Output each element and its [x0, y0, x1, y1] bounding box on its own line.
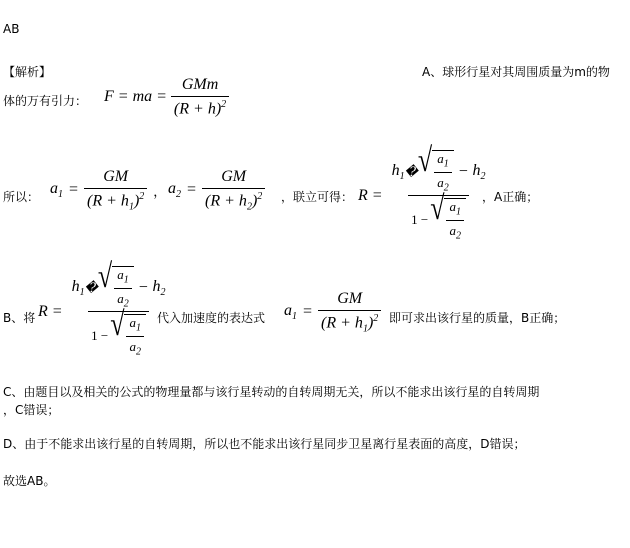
para-a-right-text: A、球形行星对其周围质量为m的物 [422, 65, 610, 79]
formula-a1-denominator: $(R + h_1)^2$ [84, 188, 147, 213]
formula-a2-symbol: $a_2$ [168, 180, 181, 201]
para-c-line2: ，C错误； [3, 403, 60, 417]
formula-R-2-numerator: $h_1$ � √ $\frac{a_1}{a_2}$ − $h_2$ [71, 256, 166, 310]
formula-a2 [168, 168, 265, 213]
formula-gravity [104, 76, 229, 118]
conclusion-text: 故选AB。 [3, 474, 56, 488]
formula-R-1-denominator: 1 − √ $\frac{a_1}{a_2}$ [408, 195, 469, 241]
formula-R-1-unknown-glyph: � [404, 163, 418, 179]
para-d-line1: D、由于不能求出该行星的自转周期，所以也不能求出该行星同步卫星离行星表面的高度，D错误； [3, 437, 526, 451]
formula-R-2 [38, 256, 169, 358]
a-correct-text: ，A正确； [482, 190, 539, 204]
formula-R-2-denominator: 1 − √ $\frac{a_1}{a_2}$ [88, 311, 149, 357]
formula-gravity-exponent: 2 [221, 99, 227, 110]
formula-R-2-fraction [69, 256, 169, 358]
formula-R-1-fraction [389, 140, 489, 242]
formula-a2-numerator: GM [221, 168, 247, 185]
formula-a1 [50, 168, 166, 213]
formula-a1-b: $a_1$ = $\frac{GM}{(R + h_1)^2}$ [284, 290, 381, 335]
formula-gravity-den-base: (R + h) [173, 100, 222, 118]
formula-R-1-h2: $h_2$ [472, 161, 486, 182]
para-b-subst-text: 代入加速度的表达式 [157, 311, 266, 325]
formula-R-1-minus: − [457, 162, 469, 180]
formula-a1-comma: ， [153, 183, 167, 199]
formula-a1-eq: = [69, 181, 79, 199]
formula-a1-numerator: GM [103, 168, 129, 185]
formula-R-1-h1: $h_1$ [391, 161, 405, 182]
formula-R-1-lhs: R = [358, 186, 383, 204]
so-label: 所以： [3, 190, 40, 204]
formula-gravity-fraction [171, 76, 229, 118]
combine-text: ，联立可得： [281, 190, 354, 204]
formula-a2-fraction [202, 168, 265, 213]
para-b-label: B、将 [3, 311, 36, 325]
formula-R-2-lhs: R = [38, 302, 63, 320]
formula-a1-symbol: $a_1$ [50, 180, 63, 201]
para-a-left-text: 体的万有引力： [3, 94, 88, 108]
formula-a2-denominator: $(R + h_2)^2$ [202, 188, 265, 213]
answer-text: AB [3, 22, 20, 36]
formula-gravity-denominator [171, 96, 229, 118]
formula-a2-eq: = [187, 181, 197, 199]
formula-a1-fraction [84, 168, 147, 213]
formula-gravity-numerator: GMm [181, 76, 219, 93]
para-b-rest-text: 即可求出该行星的质量，B正确； [389, 311, 566, 325]
formula-gravity-lhs: F = ma = [104, 88, 167, 106]
analysis-label: 【解析】 [3, 65, 52, 79]
formula-R-1-sqrt-top: √ $\frac{a_1}{a_2}$ [418, 150, 454, 193]
para-c-line1: C、由题目以及相关的公式的物理量都与该行星转动的自转周期无关，所以不能求出该行星的自转周期 [3, 385, 540, 399]
formula-R-1 [358, 140, 489, 242]
